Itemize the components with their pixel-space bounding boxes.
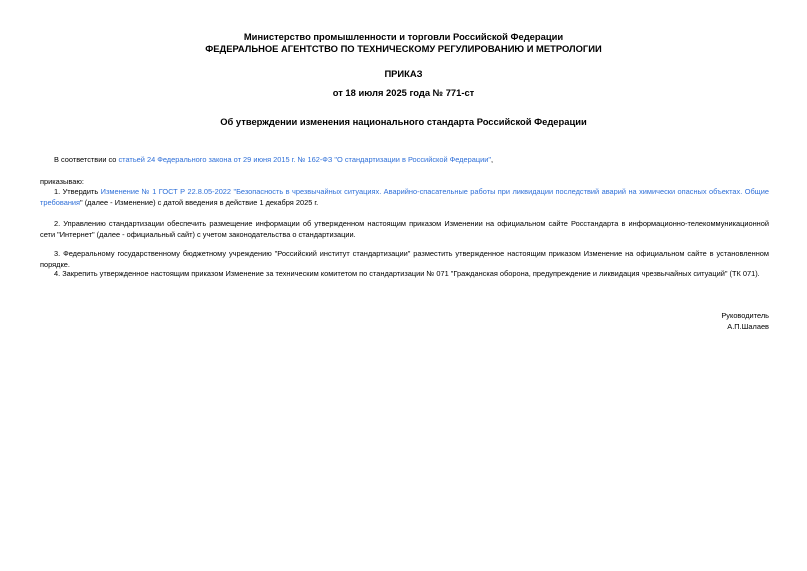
signature-block <box>721 311 769 332</box>
item-2-paragraph: 2. Управлению стандартизации обеспечить размещение информации об утвержденном настоящим приказом Изменении на официальном сайте Росстандарта в информационно-телекоммуникационной сети "Интернет" (далее - официальный сайт) с учетом законодательства о стандартизации. <box>40 219 769 239</box>
basis-law-link[interactable]: статьей 24 Федерального закона от 29 июня 2015 г. № 162-ФЗ "О стандартизации в Российской Федерации" <box>118 155 491 164</box>
ministry-name: Министерство промышленности и торговли Российской Федерации <box>243 31 564 42</box>
basis-paragraph <box>40 155 769 166</box>
order-subject: Об утверждении изменения национального стандарта Российской Федерации <box>220 116 587 127</box>
item-1-prefix: 1. Утвердить <box>54 187 101 196</box>
basis-suffix: , <box>490 155 494 164</box>
document-header <box>40 31 767 55</box>
item-1-paragraph <box>40 187 769 208</box>
item-4-paragraph: 4. Закрепить утвержденное настоящим приказом Изменение за техническим комитетом по стандартизации № 071 "Гражданская оборона, предупреждение и ликвидация чрезвычайных ситуаций" (ТК 071). <box>54 269 760 278</box>
order-date-number: от 18 июля 2025 года № 771-ст <box>332 87 475 98</box>
order-title: ПРИКАЗ <box>384 68 423 79</box>
signatory-position: Руководитель <box>721 311 769 320</box>
orders-word: приказываю: <box>40 177 84 186</box>
item-1-suffix: " (далее - Изменение) с датой введения в действие 1 декабря 2025 г. <box>80 197 319 207</box>
agency-name: ФЕДЕРАЛЬНОЕ АГЕНТСТВО ПО ТЕХНИЧЕСКОМУ РЕГУЛИРОВАНИЮ И МЕТРОЛОГИИ <box>205 43 602 54</box>
signatory-name: А.П.Шалаев <box>727 321 769 331</box>
basis-prefix: В соответствии со <box>54 155 119 164</box>
standard-amendment-link[interactable]: Изменение № 1 ГОСТ Р 22.8.05-2022 "Безопасность в чрезвычайных ситуациях. Аварийно-спасательные работы при ликвидации последствий аварий на химически опасных объектах. Общие требования <box>40 187 770 207</box>
item-3-paragraph: 3. Федеральному государственному бюджетному учреждению "Российский институт стандартизации" разместить утвержденное настоящим приказом Изменение на официальном сайте в установленном порядке. <box>40 249 769 269</box>
